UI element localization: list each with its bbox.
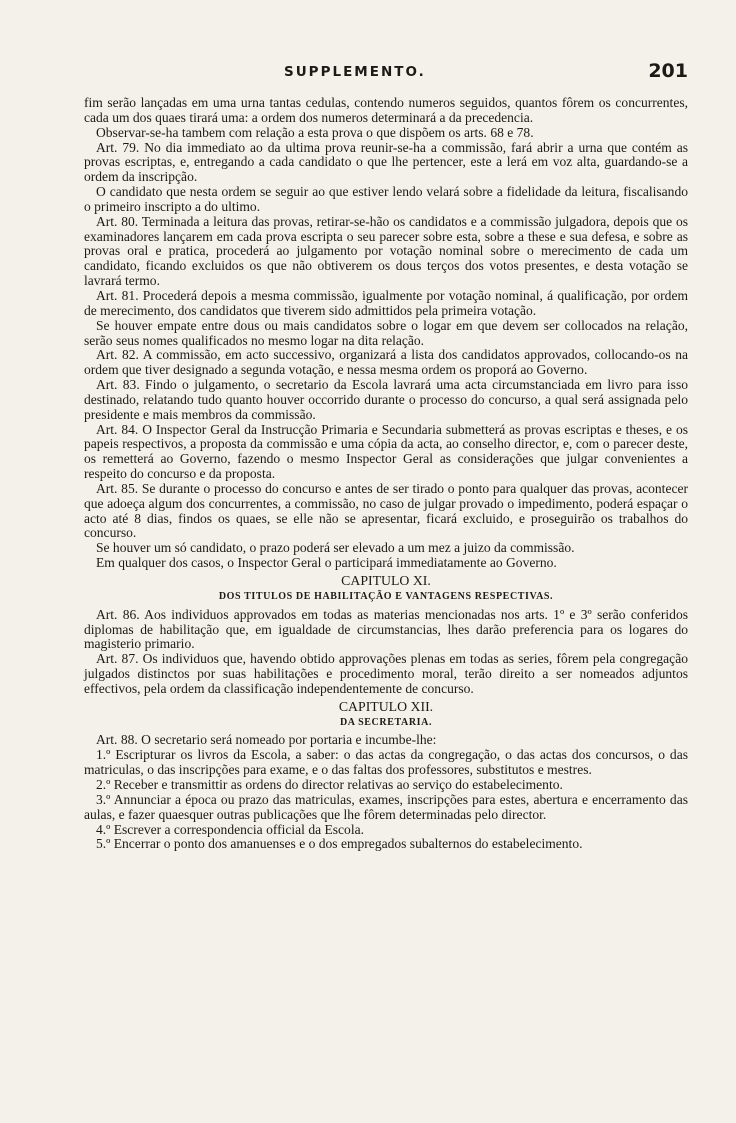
paragraph: Em qualquer dos casos, o Inspector Geral o participará immediatamente ao Governo. [96,555,557,571]
page-header [84,62,688,96]
list-item: 3.º Annunciar a época ou prazo das matriculas, exames, inscripções para estes, abertura e encerramento das aulas, e fazer quaesquer outras publicações que lhe fôrem determinadas pelo director. [84,791,688,822]
paragraph: Observar-se-ha tambem com relação a esta prova o que dispõem os arts. 68 e 78. [96,124,534,140]
chapter-heading-xii: CAPITULO XII. [338,698,434,714]
list-item: 5.º Encerrar o ponto dos amanuenses e o dos empregados subalternos do estabelecimento. [96,836,583,852]
paragraph: Se houver um só candidato, o prazo poderá ser elevado a um mez a juizo da commissão. [96,540,575,556]
paragraph-art-84: Art. 84. O Inspector Geral da Instrucção Primaria e Secundaria submetterá as provas escriptas e theses, e os papeis respectivos, a proposta da commissão e uma cópia da acta, ao conselho director, e, com o parecer deste, os remetterá ao Governo, fazendo o mesmo Inspector Geral as considerações que julgar convenientes a respeito do concurso e da proposta. [84,421,688,482]
paragraph-art-79: Art. 79. No dia immediato ao da ultima prova reunir-se-ha a commissão, fará abrir a urna que contém as provas escriptas, e, entregando a cada candidato o que lhe pertencer, este a lerá em voz alta, guardando-se a ordem da inscripção. [84,139,688,185]
paragraph-art-81: Art. 81. Procederá depois a mesma commissão, igualmente por votação nominal, á qualificação, por ordem de merecimento, dos candidatos que tiverem sido admittidos pela primeira votação. [84,287,688,318]
paragraph-art-80: Art. 80. Terminada a leitura das provas, retirar-se-hão os candidatos e a commissão julgadora, depois que os examinadores lançarem em cada prova escripta o seu parecer sobre esta, sobre a these e sua defesa, e sobre as provas oral e pratica, procederá ao julgamento por votação nominal sobre o merecimento de cada um candidato, ficando excluidos os que não obtiverem os dous terços dos votos presentes, e desta votação se lavrará termo. [84,213,688,289]
chapter-subheading-xii: DA SECRETARIA. [339,716,433,728]
list-item: 2.º Receber e transmittir as ordens do director relativas ao serviço do estabelecimento. [96,776,563,792]
chapter-heading-xi: CAPITULO XI. [341,573,431,588]
paragraph-art-88: Art. 88. O secretario será nomeado por portaria e incumbe-lhe: [96,732,437,748]
running-title: SUPPLEMENTO. [284,64,426,80]
page-body [84,96,688,852]
paragraph-art-85: Art. 85. Se durante o processo do concurso e antes de ser tirado o ponto para qualquer das provas, acontecer que adoeça algum dos concurrentes, a commissão, no caso de julgar provado o impedimento, poderá espaçar o acto até 8 dias, findos os quaes, se elle não se apresentar, ficará excluido, e proseguirão os trabalhos do concurso. [84,480,688,541]
paragraph-art-82: Art. 82. A commissão, em acto successivo, organizará a lista dos candidatos approvados, collocando-os na ordem que tiver designado a segunda votação, e nessa mesma ordem os proporá ao Governo. [84,347,688,378]
paragraph-art-87: Art. 87. Os individuos que, havendo obtido approvações plenas em todas as series, fôrem pela congregação julgados distinctos por suas habilitações e procedimento moral, terão direito a ser nomeados adjuntos effectivos, pela ordem da classificação independentemente de concurso. [84,651,688,696]
paragraph: O candidato que nesta ordem se seguir ao que estiver lendo velará sobre a fidelidade da leitura, fiscalisando o primeiro inscripto a do ultimo. [84,184,688,214]
paragraph-art-86: Art. 86. Aos individuos approvados em todas as materias mencionadas nos arts. 1º e 3º serão conferidos diplomas de habilitação que, em igualdade de circumstancias, lhes darão preferencia para os logares do magisterio primario. [84,606,688,652]
paragraph: fim serão lançadas em uma urna tantas cedulas, contendo numeros seguidos, quantos fôrem os concurrentes, cada um dos quaes tirará uma: a ordem dos numeros determinará a da precedencia. [84,95,688,125]
list-item: 1.º Escripturar os livros da Escola, a saber: o das actas da congregação, o das actas dos concursos, o das matriculas, o das inscripções para exame, e o das faltas dos professores, substitutos e mestres. [84,747,688,778]
paragraph: Se houver empate entre dous ou mais candidatos sobre o logar em que devem ser collocados na relação, serão seus nomes qualificados no mesmo logar na dita relação. [84,317,688,348]
chapter-subheading-xi: DOS TITULOS DE HABILITAÇÃO E VANTAGENS RESPECTIVAS. [218,590,554,602]
list-item: 4.º Escrever a correspondencia official da Escola. [96,821,364,837]
paragraph-art-83: Art. 83. Findo o julgamento, o secretario da Escola lavrará uma acta circumstanciada em livro para isso destinado, relatando tudo quanto houver occorrido durante o processo do concurso, a qual será assignada pelo presidente e mais membros da commissão. [84,377,688,422]
page-number: 201 [648,60,688,82]
